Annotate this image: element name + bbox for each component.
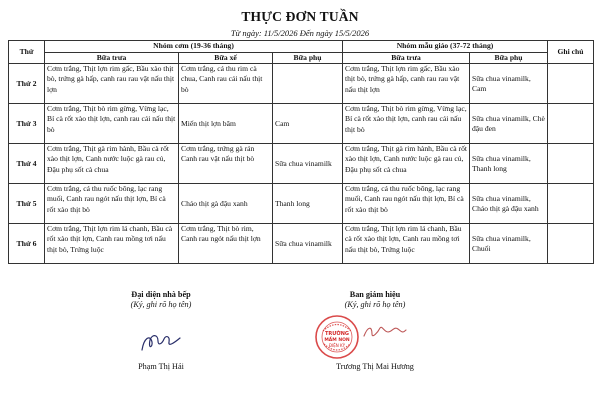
g1-lunch-cell: Cơm trắng, Thịt lợn rim gấc, Bầu xào thịt bò, trứng gà hấp, canh rau rau vặt nấu thịt lợn: [45, 64, 179, 104]
g1-lunch-cell: Cơm trắng, Thịt bò rim gừng, Vừng lạc, Bí cà rốt xào thịt lợn, canh rau cải nấu thịt bò: [45, 104, 179, 144]
g2-snack-cell: Sữa chua vinamilk, Cam: [470, 64, 548, 104]
g1-afternoon-cell: Miến thịt lợn băm: [179, 104, 273, 144]
g1-afternoon-cell: Cơm trắng, Thịt bò rim, Canh rau ngót nấu thịt lợn: [179, 224, 273, 264]
group-rice-header: Nhóm cơm (19-36 tháng): [45, 41, 343, 53]
group-kindergarten-header: Nhóm mẫu giáo (37-72 tháng): [343, 41, 548, 53]
note-cell: [548, 144, 594, 184]
g1-lunch-cell: Cơm trắng, Thịt lợn rim lá chanh, Bầu cà rốt xào thịt lợn, Canh rau mồng tơi nấu thịt bò, Trứng luộc: [45, 224, 179, 264]
kitchen-signature-title: Đại diện nhà bếp: [131, 290, 191, 299]
note-cell: [548, 104, 594, 144]
board-signer-name: Trương Thị Mai Hương: [336, 362, 414, 371]
svg-text:MẦM NON: MẦM NON: [324, 338, 350, 343]
kitchen-handwritten-signature: [136, 330, 186, 356]
g1-afternoon-cell: Cơm trắng, cá thu rim cà chua, Canh rau cải nấu thịt bò: [179, 64, 273, 104]
g1-snack-cell: Sữa chua vinamilk: [273, 224, 343, 264]
g2-lunch-cell: Cơm trắng, Thịt bò rim gừng, Vừng lạc, Bí cà rốt xào thịt lợn, canh rau cải nấu thịt bò: [343, 104, 470, 144]
g2-lunch-cell: Cơm trắng, cá thu ruốc bông, lạc rang muối, Canh rau ngót nấu thịt lợn, Bí cà rốt xào thịt bò: [343, 184, 470, 224]
g2-snack-cell: Sữa chua vinamilk, Cháo thịt gà đậu xanh: [470, 184, 548, 224]
g1-afternoon-cell: Cháo thịt gà đậu xanh: [179, 184, 273, 224]
day-cell: Thứ 2: [9, 64, 45, 104]
g2-snack-header: Bữa phụ: [470, 53, 548, 64]
g1-snack-cell: Sữa chua vinamilk: [273, 144, 343, 184]
col-note-header: Ghi chú: [548, 41, 594, 64]
kitchen-signature-block: [56, 290, 266, 371]
table-row: [9, 184, 594, 224]
school-seal-stamp: [314, 314, 360, 360]
g1-lunch-cell: Cơm trắng, cá thu ruốc bông, lạc rang muối, Canh rau ngót nấu thịt lợn, Bí cà rốt xào thịt bò: [45, 184, 179, 224]
g2-snack-cell: Sữa chua vinamilk, Chuối: [470, 224, 548, 264]
board-signature-note: (Ký, ghi rõ họ tên): [344, 300, 406, 309]
note-cell: [548, 64, 594, 104]
g1-lunch-cell: Cơm trắng, Thịt gà rim hành, Bầu cà rốt xào thịt lợn, Canh nước luộc gà rau củ, Đậu phụ sốt cà chua: [45, 144, 179, 184]
g1-lunch-header: Bữa trưa: [45, 53, 179, 64]
board-handwritten-signature: [360, 320, 408, 344]
kitchen-signer-name: Phạm Thị Hải: [138, 362, 184, 371]
g1-afternoon-header: Bữa xế: [179, 53, 273, 64]
day-cell: Thứ 6: [9, 224, 45, 264]
note-cell: [548, 184, 594, 224]
g1-snack-cell: Thanh long: [273, 184, 343, 224]
g2-snack-cell: Sữa chua vinamilk, Thanh long: [470, 144, 548, 184]
table-row: [9, 64, 594, 104]
g1-snack-cell: [273, 64, 343, 104]
g2-lunch-cell: Cơm trắng, Thịt gà rim hành, Bầu cà rốt xào thịt lợn, Canh nước luộc gà rau củ, Đậu phụ sốt cà chua: [343, 144, 470, 184]
day-cell: Thứ 3: [9, 104, 45, 144]
page-title: THỰC ĐƠN TUẦN: [241, 9, 359, 24]
board-signature-block: [270, 290, 480, 371]
day-cell: Thứ 5: [9, 184, 45, 224]
g1-snack-header: Bữa phụ: [273, 53, 343, 64]
g2-lunch-cell: Cơm trắng, Thịt lợn rim gấc, Bầu xào thịt bò, trứng gà hấp, canh rau rau vặt nấu thịt lợn: [343, 64, 470, 104]
g1-afternoon-cell: Cơm trắng, trứng gà rán Canh rau vặt nấu thịt bò: [179, 144, 273, 184]
col-day-header: Thứ: [9, 41, 45, 64]
g2-lunch-header: Bữa trưa: [343, 53, 470, 64]
table-row: [9, 224, 594, 264]
svg-text:TRƯỜNG: TRƯỜNG: [324, 331, 350, 337]
table-row: [9, 104, 594, 144]
board-signature-title: Ban giám hiệu: [349, 290, 401, 299]
g2-snack-cell: Sữa chua vinamilk, Chè đậu đen: [470, 104, 548, 144]
svg-text:ĐIỆN KỲ: ĐIỆN KỲ: [328, 343, 346, 348]
day-cell: Thứ 4: [9, 144, 45, 184]
menu-table: [8, 40, 594, 264]
g1-snack-cell: Cam: [273, 104, 343, 144]
note-cell: [548, 224, 594, 264]
table-row: [9, 144, 594, 184]
kitchen-signature-note: (Ký, ghi rõ họ tên): [130, 300, 192, 309]
g2-lunch-cell: Cơm trắng, Thịt lợn rim lá chanh, Bầu cà rốt xào thịt lợn, Canh rau mồng tơi nấu thịt bò, Trứng luộc: [343, 224, 470, 264]
date-range: Từ ngày: 11/5/2026 Đến ngày 15/5/2026: [230, 28, 370, 38]
